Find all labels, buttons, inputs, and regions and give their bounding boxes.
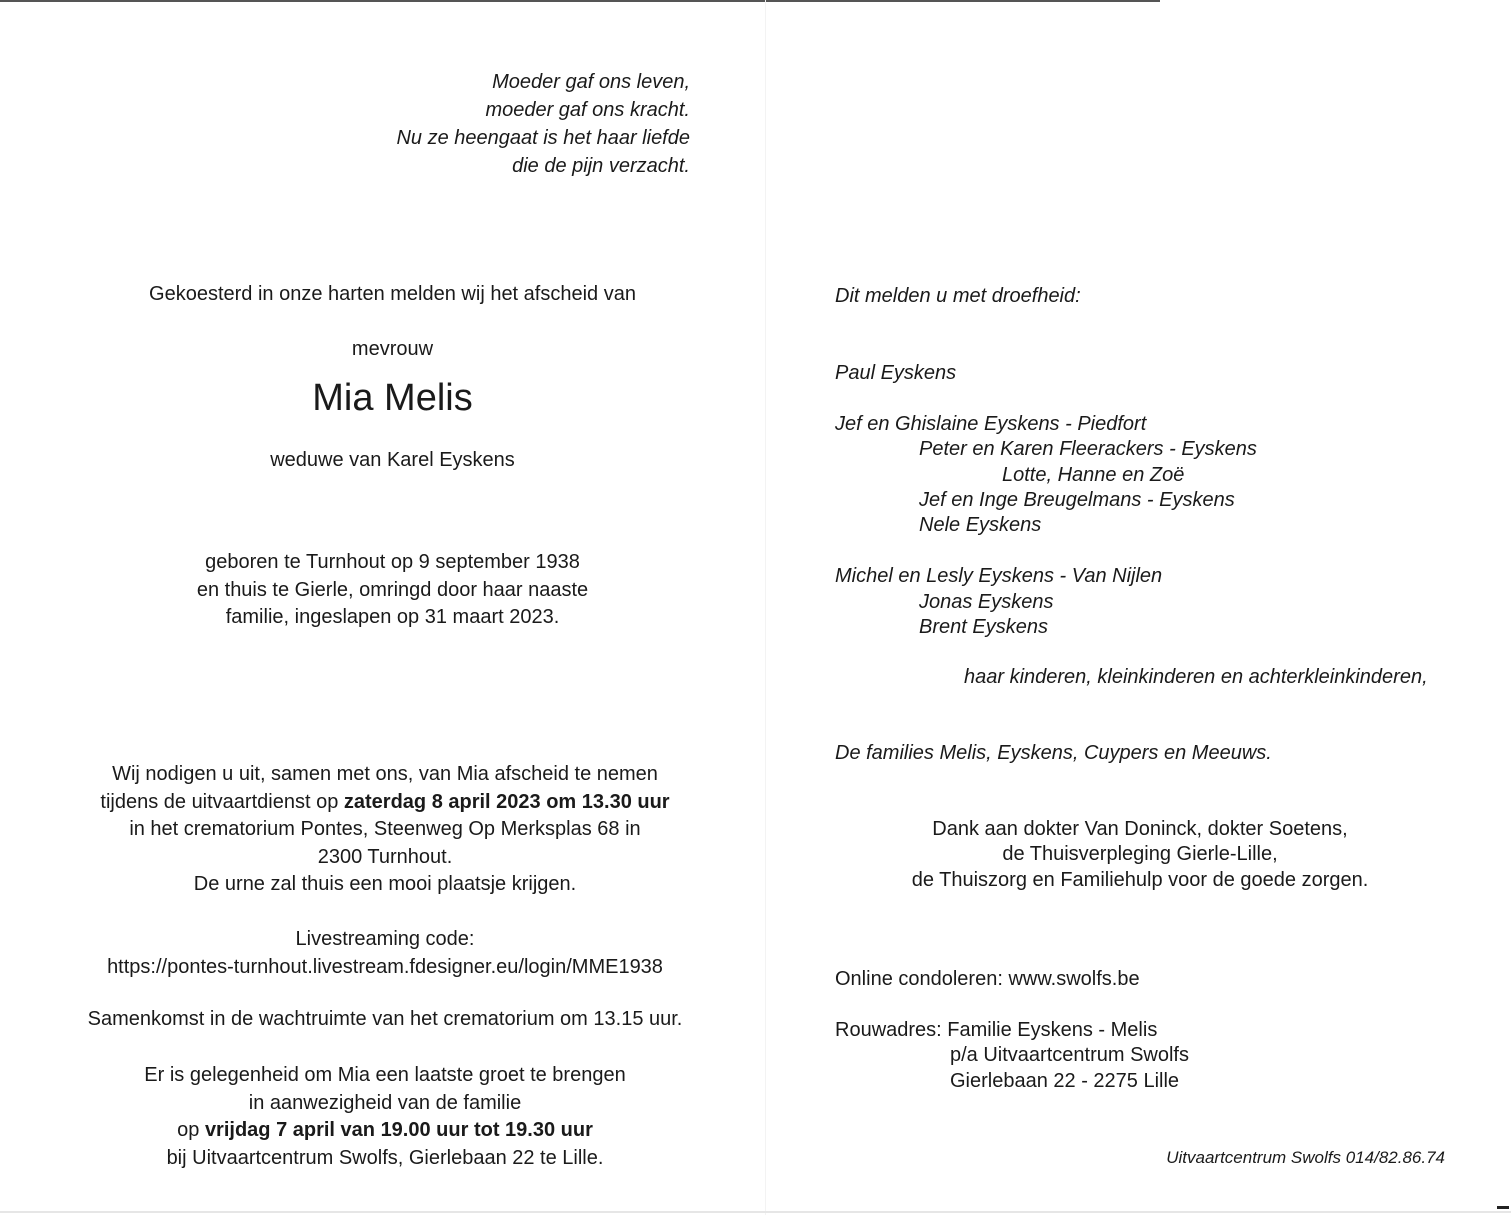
farewell-line: bij Uitvaartcentrum Swolfs, Gierlebaan 22 te Lille. [166, 1146, 604, 1169]
birth-line: geboren te Turnhout op 9 september 1938 [205, 551, 580, 573]
livestream-label: Livestreaming code: [295, 928, 475, 950]
farewell-line: in aanwezigheid van de familie [248, 1091, 522, 1114]
top-rule [0, 0, 1160, 2]
family-list [835, 361, 1257, 640]
title-prefix: mevrouw [351, 338, 434, 360]
farewell-text: op [177, 1119, 205, 1141]
deceased-name: Mia Melis [312, 377, 473, 419]
invite-line: Wij nodigen u uit, samen met ons, van Mia afscheid te nemen [112, 763, 658, 785]
invite-text: tijdens de uitvaartdienst op [100, 790, 344, 813]
family-member: Brent Eyskens [919, 616, 1048, 639]
invitation [60, 761, 710, 899]
poem-line: Nu ze heengaat is het haar liefde [396, 127, 690, 149]
livestream-info [60, 926, 710, 981]
widow-line: weduwe van Karel Eyskens [270, 449, 515, 471]
corner-mark [1497, 1206, 1509, 1209]
family-member: Jonas Eyskens [919, 590, 1054, 613]
poem [396, 68, 690, 180]
invite-line: De urne zal thuis een mooi plaatsje krijgen. [193, 873, 577, 895]
online-condolences[interactable]: Online condoleren: www.swolfs.be [835, 968, 1140, 990]
spacer [835, 386, 1257, 411]
farewell-line: Er is gelegenheid om Mia een laatste groet te brengen [144, 1064, 626, 1086]
spacer [835, 539, 1257, 564]
farewell-info [60, 1062, 710, 1172]
address-line: Rouwadres: Familie Eyskens - Melis [835, 1019, 1158, 1041]
gathering-info: Samenkomst in de wachtruimte van het crematorium om 13.15 uur. [87, 1008, 683, 1030]
family-member: Peter en Karen Fleerackers - Eyskens [919, 438, 1257, 461]
family-member: Michel en Lesly Eyskens - Van Nijlen [835, 565, 1163, 588]
thanks-line: de Thuiszorg en Familiehulp voor de goede zorgen. [911, 868, 1369, 891]
bottom-rule [0, 1211, 1511, 1213]
family-member: Jef en Ghislaine Eyskens - Piedfort [835, 412, 1147, 435]
poem-line: moeder gaf ons kracht. [485, 99, 690, 121]
address-line: Gierlebaan 22 - 2275 Lille [950, 1069, 1180, 1092]
farewell-datetime: vrijdag 7 april van 19.00 uur tot 19.30 uur [204, 1119, 593, 1141]
mourning-address [835, 1018, 1189, 1094]
mourners-intro: Dit melden u met droefheid: [835, 285, 1081, 307]
families-line: De families Melis, Eyskens, Cuypers en Meeuws. [835, 742, 1272, 764]
birth-death-info [80, 549, 705, 632]
funeral-home-footer: Uitvaartcentrum Swolfs 014/82.86.74 [1166, 1148, 1445, 1167]
invite-line: 2300 Turnhout. [317, 845, 453, 868]
invite-line: in het crematorium Pontes, Steenweg Op Merksplas 68 in [129, 818, 641, 840]
fold-line [765, 0, 766, 1215]
poem-line: die de pijn verzacht. [512, 155, 690, 177]
service-datetime: zaterdag 8 april 2023 om 13.30 uur [343, 790, 670, 813]
family-member: Paul Eyskens [835, 362, 957, 384]
relation-line: haar kinderen, kleinkinderen en achterkleinkinderen, [964, 666, 1428, 688]
thanks-line: Dank aan dokter Van Doninck, dokter Soetens, [932, 818, 1348, 840]
livestream-url[interactable]: https://pontes-turnhout.livestream.fdesigner.eu/login/MME1938 [107, 955, 663, 978]
address-line: p/a Uitvaartcentrum Swolfs [950, 1044, 1189, 1067]
invite-line [60, 789, 710, 817]
birth-line: en thuis te Gierle, omringd door haar naaste [196, 578, 589, 601]
thanks [880, 817, 1400, 893]
family-member: Jef en Inge Breugelmans - Eyskens [919, 489, 1235, 512]
family-member: Lotte, Hanne en Zoë [1002, 463, 1185, 486]
birth-line: familie, ingeslapen op 31 maart 2023. [225, 606, 560, 628]
announcement: Gekoesterd in onze harten melden wij het afscheid van [149, 283, 636, 305]
farewell-line [60, 1117, 710, 1145]
poem-line: Moeder gaf ons leven, [492, 71, 690, 93]
thanks-line: de Thuisverpleging Gierle-Lille, [1002, 843, 1278, 866]
family-member: Nele Eyskens [919, 514, 1042, 537]
